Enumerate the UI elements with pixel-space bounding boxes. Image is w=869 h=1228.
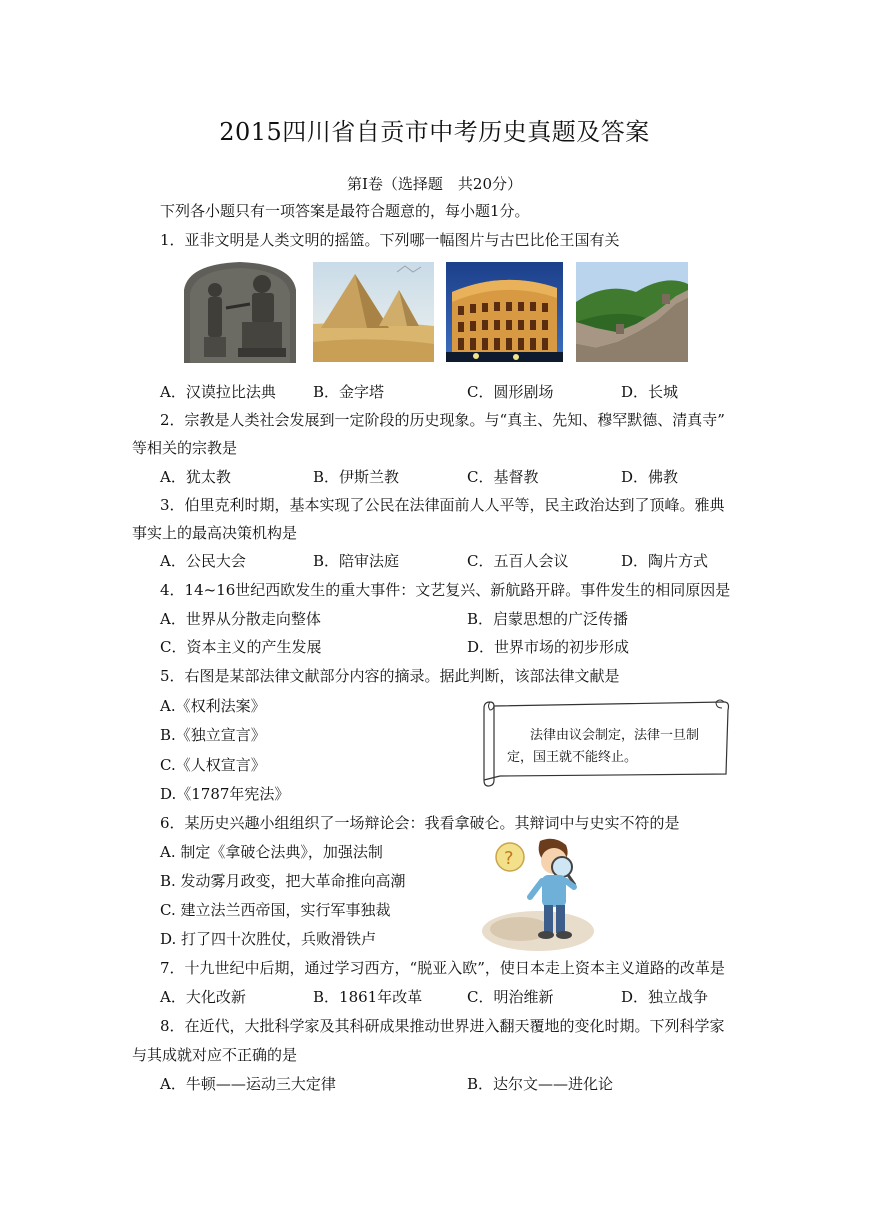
question-2-option-a[interactable]: A．犹太教 bbox=[160, 468, 231, 486]
section-heading: 第Ⅰ卷（选择题 共20分） bbox=[346, 175, 522, 193]
question-7-option-d[interactable]: D．独立战争 bbox=[621, 988, 709, 1006]
question-2-option-d[interactable]: D．佛教 bbox=[621, 468, 679, 486]
question-3-option-c[interactable]: C．五百人会议 bbox=[467, 552, 569, 570]
question-8-option-a[interactable]: A．牛顿——运动三大定律 bbox=[160, 1075, 336, 1093]
question-6-stem: 6．某历史兴趣小组组织了一场辩论会：我看拿破仑。其辩词中与史实不符的是 bbox=[160, 814, 680, 832]
question-1-option-c[interactable]: C．圆形剧场 bbox=[467, 383, 554, 401]
question-3-option-b[interactable]: B．陪审法庭 bbox=[313, 552, 400, 570]
page-title: 2015四川省自贡市中考历史真题及答案 bbox=[219, 118, 650, 146]
question-5-option-c[interactable]: C.《人权宣言》 bbox=[160, 756, 266, 774]
question-5-option-b[interactable]: B.《独立宣言》 bbox=[160, 726, 266, 744]
great-wall-image bbox=[576, 262, 688, 362]
question-5-option-d[interactable]: D.《1787年宪法》 bbox=[160, 785, 290, 803]
question-1-option-d[interactable]: D．长城 bbox=[621, 383, 679, 401]
question-7-option-c[interactable]: C．明治维新 bbox=[467, 988, 554, 1006]
question-2-stem-line1: 2．宗教是人类社会发展到一定阶段的历史现象。与“真主、先知、穆罕默德、清真寺” bbox=[160, 411, 725, 429]
question-3-stem-line1: 3．伯里克利时期，基本实现了公民在法律面前人人平等，民主政治达到了顶峰。雅典 bbox=[160, 496, 725, 514]
question-4-option-b[interactable]: B．启蒙思想的广泛传播 bbox=[467, 610, 629, 628]
question-2-stem-line2: 等相关的宗教是 bbox=[132, 439, 238, 457]
question-6-option-d[interactable]: D. 打了四十次胜仗，兵败滑铁卢 bbox=[160, 930, 377, 948]
question-2-option-b[interactable]: B．伊斯兰教 bbox=[313, 468, 400, 486]
question-8-option-b[interactable]: B．达尔文——进化论 bbox=[467, 1075, 614, 1093]
detective-cartoon-image bbox=[480, 835, 600, 953]
pyramids-image bbox=[313, 262, 434, 362]
question-1-stem: 1．亚非文明是人类文明的摇篮。下列哪一幅图片与古巴比伦王国有关 bbox=[160, 231, 620, 249]
question-2-option-c[interactable]: C．基督教 bbox=[467, 468, 539, 486]
question-7-option-b[interactable]: B．1861年改革 bbox=[313, 988, 423, 1006]
question-8-stem-line2: 与其成就对应不正确的是 bbox=[132, 1046, 298, 1064]
question-1-option-b[interactable]: B．金字塔 bbox=[313, 383, 385, 401]
question-5-option-a[interactable]: A.《权利法案》 bbox=[160, 697, 266, 715]
question-8-stem-line1: 8．在近代，大批科学家及其科研成果推动世界进入翻天覆地的变化时期。下列科学家 bbox=[160, 1017, 725, 1035]
scroll-text-line1: 法律由议会制定，法律一旦制 bbox=[530, 728, 700, 743]
scroll-text-line2: 定，国王就不能终止。 bbox=[507, 750, 638, 765]
question-4-option-a[interactable]: A．世界从分散走向整体 bbox=[160, 610, 321, 628]
instruction-text: 下列各小题只有一项答案是最符合题意的，每小题1分。 bbox=[160, 202, 530, 220]
svg-text:?: ? bbox=[504, 848, 514, 869]
question-6-option-a[interactable]: A. 制定《拿破仑法典》，加强法制 bbox=[160, 843, 383, 861]
question-1-option-a[interactable]: A．汉谟拉比法典 bbox=[160, 383, 276, 401]
question-6-option-b[interactable]: B. 发动雾月政变，把大革命推向高潮 bbox=[160, 872, 406, 890]
question-7-stem: 7．十九世纪中后期，通过学习西方，“脱亚入欧”，使日本走上资本主义道路的改革是 bbox=[160, 959, 725, 977]
question-4-option-c[interactable]: C．资本主义的产生发展 bbox=[160, 638, 322, 656]
question-4-option-d[interactable]: D．世界市场的初步形成 bbox=[467, 638, 630, 656]
question-4-stem: 4．14~16世纪西欧发生的重大事件：文艺复兴、新航路开辟。事件发生的相同原因是 bbox=[160, 581, 731, 599]
question-6-option-c[interactable]: C. 建立法兰西帝国，实行军事独裁 bbox=[160, 901, 391, 919]
question-3-option-d[interactable]: D．陶片方式 bbox=[621, 552, 709, 570]
question-3-stem-line2: 事实上的最高决策机构是 bbox=[132, 524, 298, 542]
question-5-stem: 5．右图是某部法律文献部分内容的摘录。据此判断，该部法律文献是 bbox=[160, 667, 620, 685]
question-7-option-a[interactable]: A．大化改新 bbox=[160, 988, 246, 1006]
hammurabi-stele-image bbox=[180, 260, 300, 363]
question-3-option-a[interactable]: A．公民大会 bbox=[160, 552, 246, 570]
colosseum-image bbox=[446, 262, 563, 362]
